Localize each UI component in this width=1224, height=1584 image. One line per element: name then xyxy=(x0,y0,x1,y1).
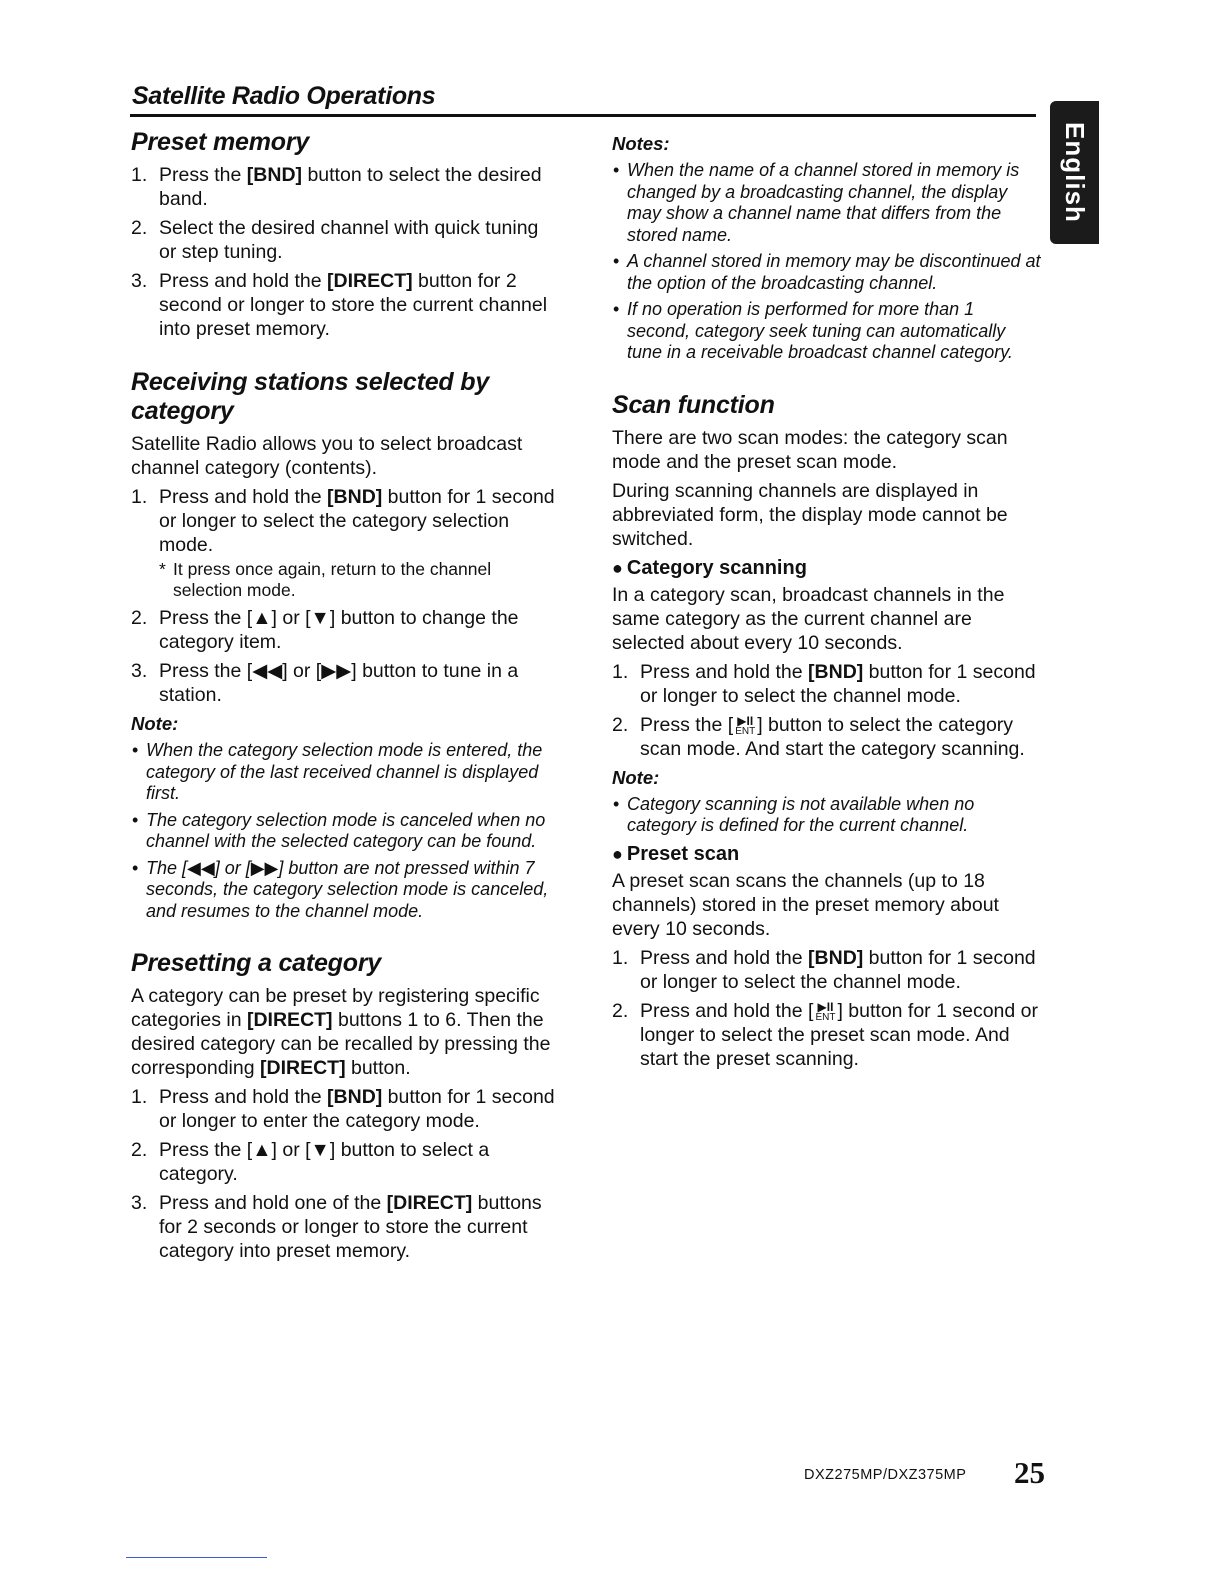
list-item: 2. Select the desired channel with quick tuning or step tuning. xyxy=(131,217,539,263)
note-title: Note: xyxy=(131,713,179,734)
header-rule xyxy=(130,114,1036,117)
list-item: 1. Press and hold the [BND] button for 1 second or longer to select the channel mode. xyxy=(612,946,1036,993)
receiving-intro: Satellite Radio allows you to select broadcast channel category (contents). xyxy=(131,433,523,479)
scan-intro-2: During scanning channels are displayed in abbreviated form, the display mode cannot be switched. xyxy=(612,479,1008,550)
section-header-title: Satellite Radio Operations xyxy=(132,82,436,110)
scan-function-heading: Scan function xyxy=(612,390,775,419)
receiving-notes xyxy=(131,740,561,922)
right-column xyxy=(612,128,1042,1076)
list-item: 2. Press the [ ▶II ENT ] button to select the category scan mode. And start the category scanning. xyxy=(612,713,1025,760)
list-item: 1. Press and hold the [BND] button for 1 second or longer to enter the category mode. xyxy=(131,1086,555,1132)
list-item: 1. Press and hold the [BND] button for 1 second or longer to select the category selection mode. * It press once again, return to the channel selection mode. xyxy=(131,485,561,601)
left-column xyxy=(131,128,561,1268)
scan-intro-1: There are two scan modes: the category scan mode and the preset scan mode. xyxy=(612,426,1008,473)
footer-rule xyxy=(126,1557,267,1558)
preset-scan-steps xyxy=(612,946,1042,1071)
down-arrow-icon: ▼ xyxy=(310,1139,330,1161)
category-scanning-notes xyxy=(612,794,1042,837)
list-item: • When the name of a channel stored in memory is changed by a broadcasting channel, the display may show a channel name that differs from the stored name. xyxy=(612,160,1042,246)
presetting-steps xyxy=(131,1085,561,1263)
category-scanning-steps xyxy=(612,660,1042,761)
receiving-steps xyxy=(131,485,561,707)
down-arrow-icon: ▼ xyxy=(310,607,330,629)
preset-memory-heading: Preset memory xyxy=(131,128,310,156)
preset-scan-heading: ● Preset scan xyxy=(612,842,740,865)
list-item: 2. Press and hold the [ ▶II ENT ] button for 1 second or longer to select the preset scan mode. And start the preset scanning. xyxy=(612,999,1038,1070)
list-item: 3. Press and hold one of the [DIRECT] buttons for 2 seconds or longer to store the current category into preset memory. xyxy=(131,1192,542,1262)
presetting-heading: Presetting a category xyxy=(131,949,382,977)
list-item: • Category scanning is not available when no category is defined for the current channel. xyxy=(612,794,1042,837)
list-item: • A channel stored in memory may be discontinued at the option of the broadcasting channel. xyxy=(612,251,1042,294)
list-item: • If no operation is performed for more than 1 second, category seek tuning can automatically tune in a receivable broadcast channel category. xyxy=(612,299,1042,364)
category-scanning-heading: ● Category scanning xyxy=(612,556,807,579)
list-item: • The category selection mode is canceled when no channel with the selected category can be found. xyxy=(131,810,561,853)
list-item: 1. Press the [BND] button to select the desired band. xyxy=(131,164,542,210)
language-tab xyxy=(1050,101,1099,244)
bullet-icon: ● xyxy=(612,557,623,578)
memory-notes xyxy=(612,160,1042,364)
play-pause-ent-icon: ▶II ENT xyxy=(735,713,756,737)
up-arrow-icon: ▲ xyxy=(252,607,272,629)
next-track-icon: ▶▶ xyxy=(321,660,352,682)
play-pause-ent-icon: ▶II ENT xyxy=(815,999,836,1023)
language-tab-label: English xyxy=(1060,122,1090,223)
page-number: 25 xyxy=(1014,1455,1045,1490)
category-scanning-intro: In a category scan, broadcast channels in the same category as the current channel are selected about every 10 seconds. xyxy=(612,583,1005,654)
receiving-heading: Receiving stations selected by category xyxy=(131,368,490,425)
up-arrow-icon: ▲ xyxy=(252,1139,272,1161)
sub-note: * It press once again, return to the channel selection mode. xyxy=(159,559,492,600)
list-item: • When the category selection mode is entered, the category of the last received channel is displayed first. xyxy=(131,740,561,805)
preset-memory-steps xyxy=(131,163,561,341)
previous-track-icon: ◀◀ xyxy=(252,660,283,682)
bullet-icon: ● xyxy=(612,843,623,864)
model-number: DXZ275MP/DXZ375MP xyxy=(804,1467,967,1483)
presetting-intro: A category can be preset by registering specific categories in [DIRECT] buttons 1 to 6. Then the desired category can be recalled by pressing the corresponding [DIRECT] button. xyxy=(131,985,551,1079)
notes-title: Notes: xyxy=(612,133,670,154)
list-item: 2. Press the [▲] or [▼] button to change the category item. xyxy=(131,607,519,653)
list-item: 1. Press and hold the [BND] button for 1 second or longer to select the channel mode. xyxy=(612,660,1036,707)
list-item: • The [◀◀] or [▶▶] button are not pressed within 7 seconds, the category selection mode is canceled, and resumes to the channel mode. xyxy=(131,858,561,923)
list-item: 3. Press and hold the [DIRECT] button for 2 second or longer to store the current channel into preset memory. xyxy=(131,270,548,340)
preset-scan-intro: A preset scan scans the channels (up to 18 channels) stored in the preset memory about every 10 seconds. xyxy=(612,869,999,940)
note-title: Note: xyxy=(612,766,660,788)
list-item: 2. Press the [▲] or [▼] button to select a category. xyxy=(131,1139,490,1185)
list-item: 3. Press the [◀◀] or [▶▶] button to tune in a station. xyxy=(131,660,519,706)
